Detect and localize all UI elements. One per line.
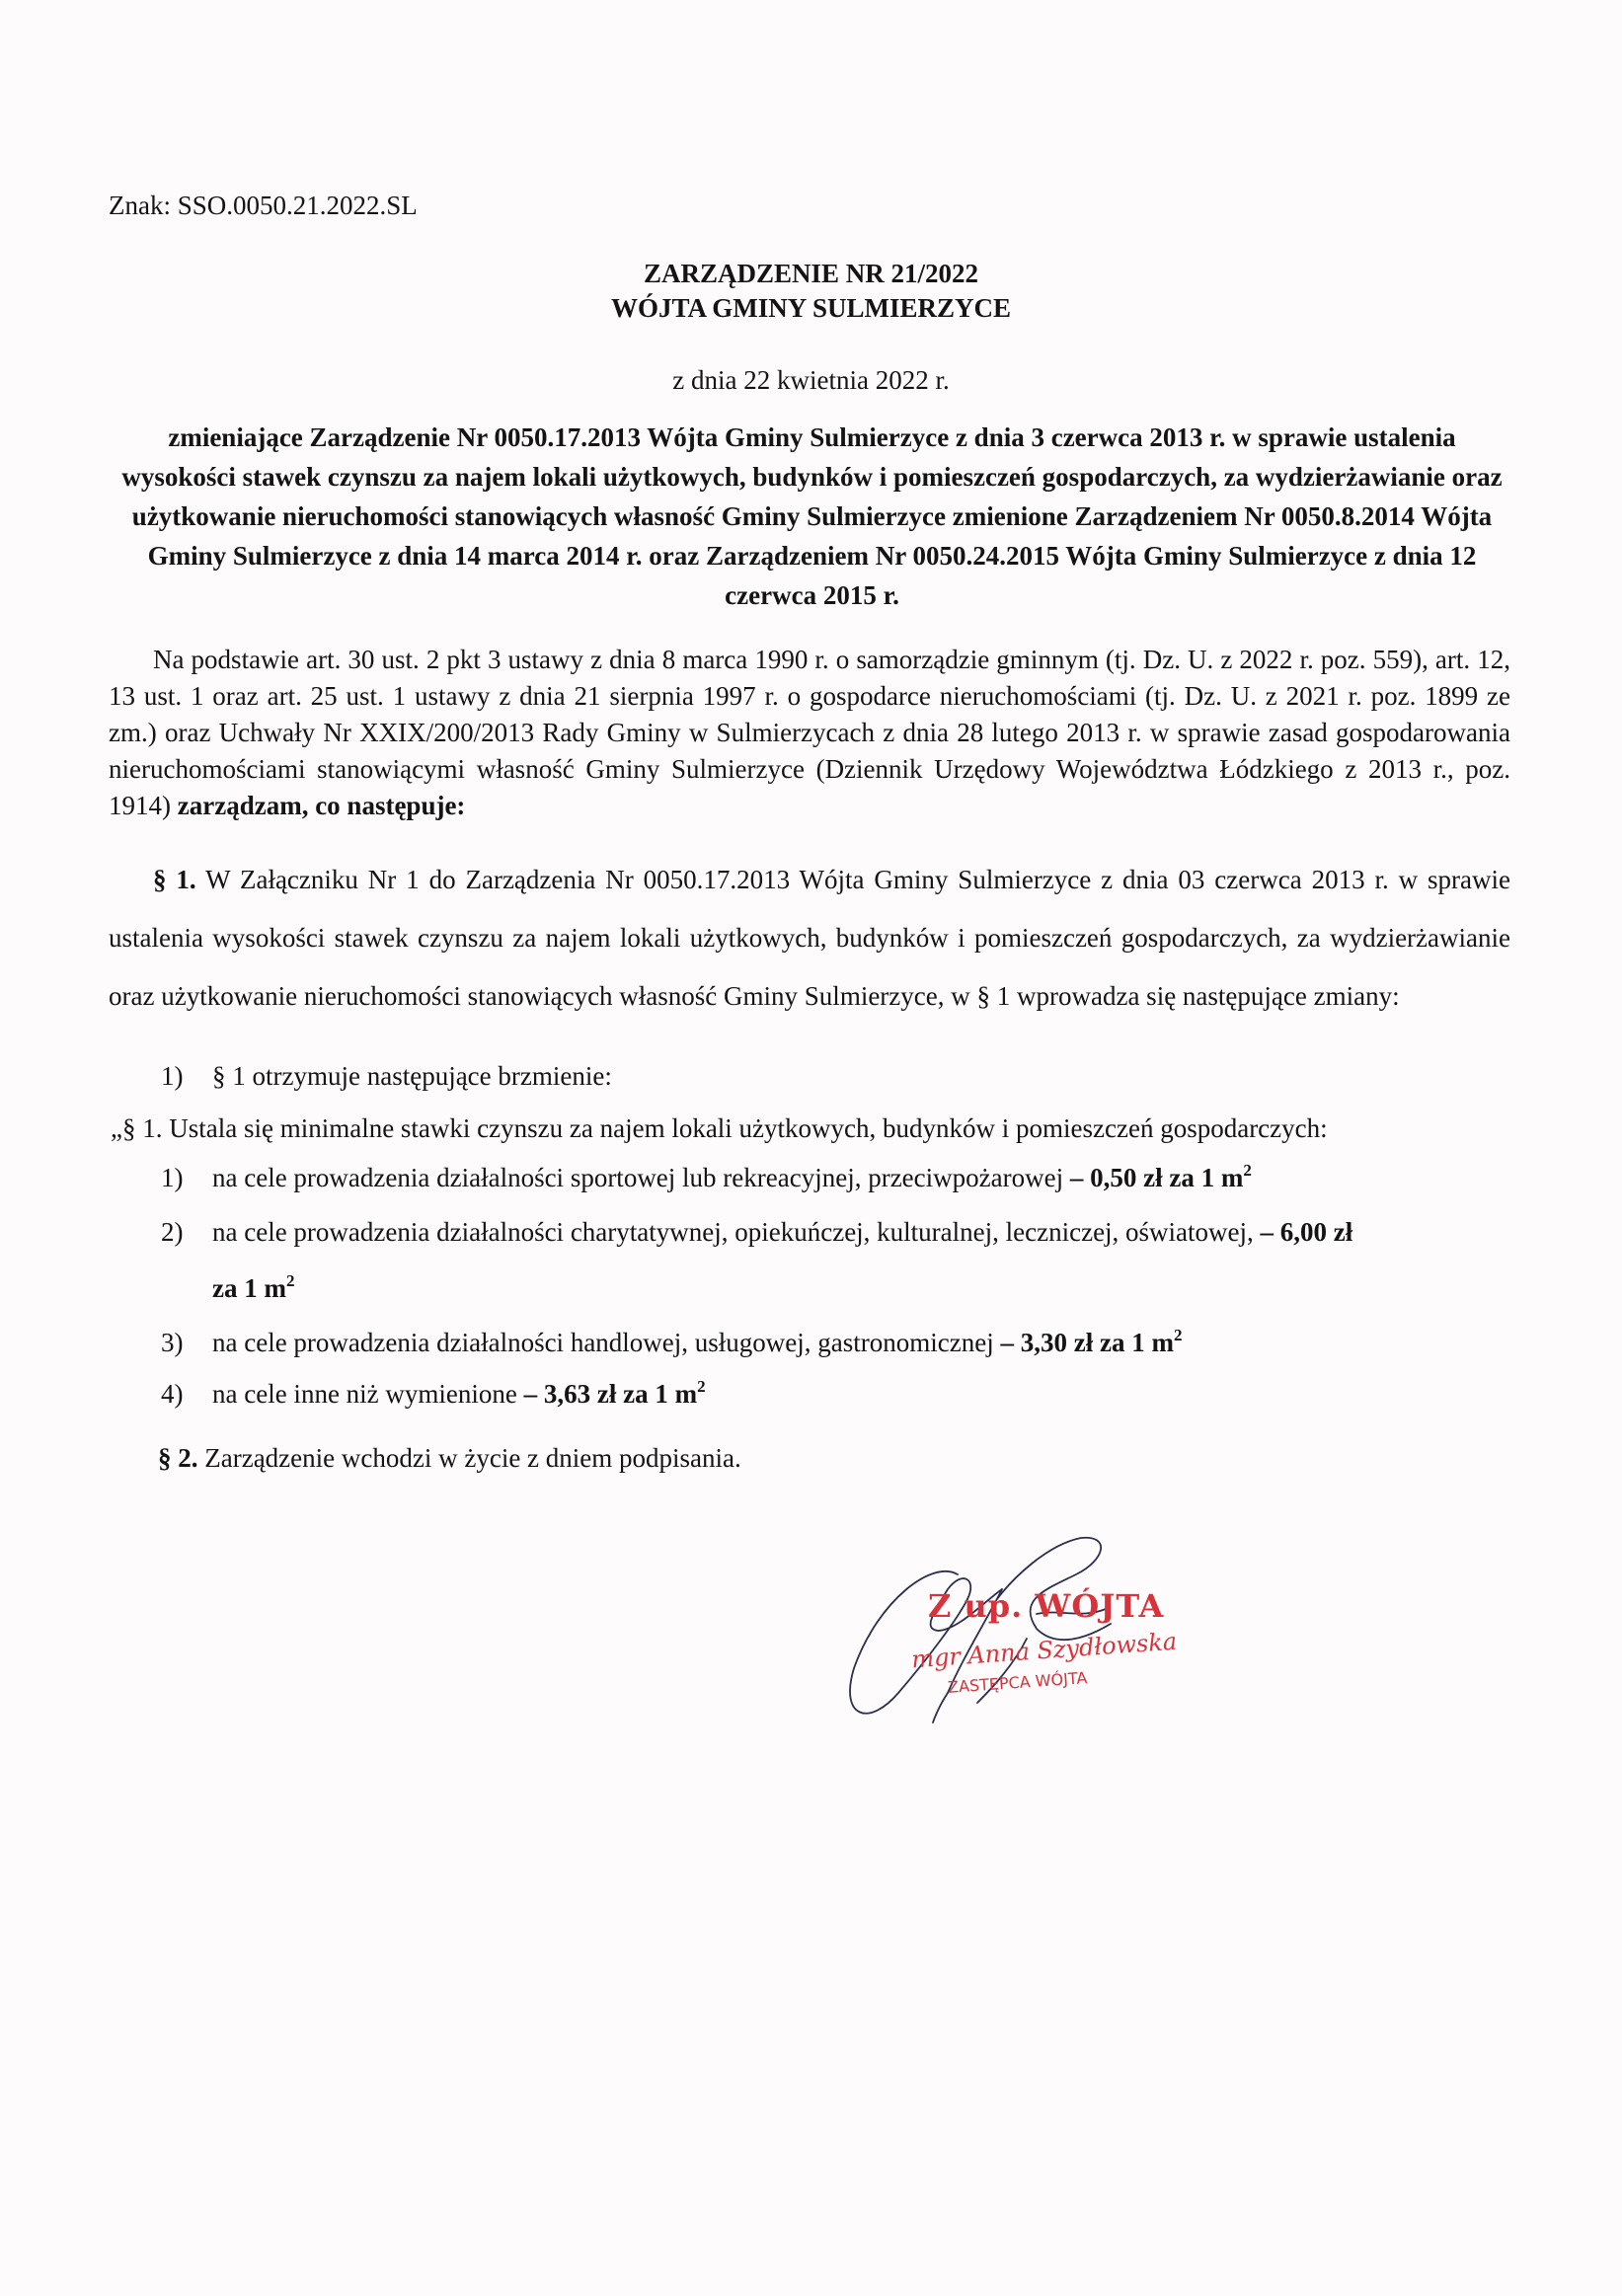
- rate-item-description: na cele prowadzenia działalności charytatywnej, opiekuńczej, kulturalnej, leczniczej, oświatowej,: [212, 1217, 1261, 1247]
- legal-basis-text: Na podstawie art. 30 ust. 2 pkt 3 ustawy z dnia 8 marca 1990 r. o samorządzie gminnym (tj. Dz. U. z 2022 r. poz. 559), art. 12, 13 ust. 1 oraz art. 25 ust. 1 ustawy z dnia 21 sierpnia 1997 r. o gospodarce nieruchomościami (tj. Dz. U. z 2021 r. poz. 1899 ze zm.) oraz Uchwały Nr XXIX/200/2013 Rady Gminy w Sulmierzycach z dnia 28 lutego 2013 r. w sprawie zasad gospodarowania nieruchomościami stanowiącymi własność Gminy Sulmierzyce (Dziennik Urzędowy Województwa Łódzkiego z 2013 r., poz. 1914): [109, 645, 1510, 820]
- rate-item-number: 2): [161, 1217, 184, 1247]
- legal-basis: [109, 642, 1510, 824]
- document-subject: zmieniające Zarządzenie Nr 0050.17.2013 Wójta Gminy Sulmierzyce z dnia 3 czerwca 2013 r. w sprawie ustalenia wysokości stawek czynszu za najem lokali użytkowych, budynków i pomieszczeń gospodarczych, za wydzierżawianie oraz użytkowanie nieruchomości stanowiących własność Gminy Sulmierzyce zmienione Zarządzeniem Nr 0050.8.2014 Wójta Gminy Sulmierzyce z dnia 14 marca 2014 r. oraz Zarządzeniem Nr 0050.24.2015 Wójta Gminy Sulmierzyce z dnia 12 czerwca 2015 r.: [121, 422, 1503, 610]
- legal-basis-decree: zarządzam, co następuje:: [177, 791, 466, 820]
- change-number: 1): [161, 1061, 184, 1091]
- section-2-text: Zarządzenie wchodzi w życie z dniem podpisania.: [197, 1443, 741, 1473]
- rate-item-value: – 3,30 zł za 1 m: [1000, 1328, 1174, 1357]
- rate-item: [212, 1217, 1352, 1248]
- rate-item-value-continued: za 1 m: [212, 1273, 286, 1303]
- rate-item-description: na cele prowadzenia działalności sportowej lub rekreacyjnej, przeciwpożarowej: [212, 1163, 1070, 1192]
- section-1-text: W Załączniku Nr 1 do Zarządzenia Nr 0050.17.2013 Wójta Gminy Sulmierzyce z dnia 03 czerwca 2013 r. w sprawie ustalenia wysokości stawek czynszu za najem lokali użytkowych, budynków i pomieszczeń gospodarczych, za wydzierżawianie oraz użytkowanie nieruchomości stanowiących własność Gminy Sulmierzyce, w § 1 wprowadza się następujące zmiany:: [109, 865, 1511, 1011]
- rate-item-exponent: 2: [1243, 1161, 1252, 1180]
- rate-item-description: na cele inne niż wymienione: [212, 1379, 524, 1409]
- title-line-1: ZARZĄDZENIE NR 21/2022: [643, 259, 979, 288]
- rate-item-value: – 6,00 zł: [1260, 1217, 1353, 1247]
- title-line-2: WÓJTA GMINY SULMIERZYCE: [610, 293, 1012, 323]
- document-date: z dnia 22 kwietnia 2022 r.: [672, 365, 950, 395]
- stamp-line-3: ZASTĘPCA WÓJTA: [947, 1668, 1088, 1697]
- reference-number: Znak: SSO.0050.21.2022.SL: [109, 191, 418, 220]
- rate-item-number: 4): [161, 1379, 184, 1409]
- rate-item-number: 1): [161, 1163, 184, 1192]
- rate-item-exponent: 2: [1173, 1326, 1183, 1344]
- signature-stamp: [839, 1520, 1234, 1757]
- rate-item-continuation: [212, 1273, 294, 1304]
- section-1-label: § 1.: [153, 865, 196, 894]
- rate-item: [212, 1328, 1182, 1358]
- rate-item: [212, 1163, 1252, 1193]
- change-text: § 1 otrzymuje następujące brzmienie:: [212, 1061, 612, 1091]
- section-2-label: § 2.: [158, 1443, 198, 1473]
- rate-item-exponent: 2: [697, 1377, 706, 1396]
- section-2-paragraph: [158, 1443, 741, 1474]
- quoted-section-intro: „§ 1. Ustala się minimalne stawki czynszu za najem lokali użytkowych, budynków i pomieszczeń gospodarczych:: [111, 1113, 1328, 1143]
- section-1-paragraph: [109, 851, 1510, 1026]
- rate-item-value: – 0,50 zł za 1 m: [1069, 1163, 1244, 1192]
- stamp-line-2: mgr Anna Szydłowska: [910, 1627, 1179, 1674]
- rate-item: [212, 1379, 706, 1410]
- rate-item-number: 3): [161, 1328, 184, 1357]
- rate-item-exponent: 2: [285, 1271, 295, 1290]
- rate-item-value: – 3,63 zł za 1 m: [523, 1379, 698, 1409]
- stamp-line-1: Z up. WÓJTA: [928, 1587, 1165, 1625]
- rate-item-description: na cele prowadzenia działalności handlowej, usługowej, gastronomicznej: [212, 1328, 1001, 1357]
